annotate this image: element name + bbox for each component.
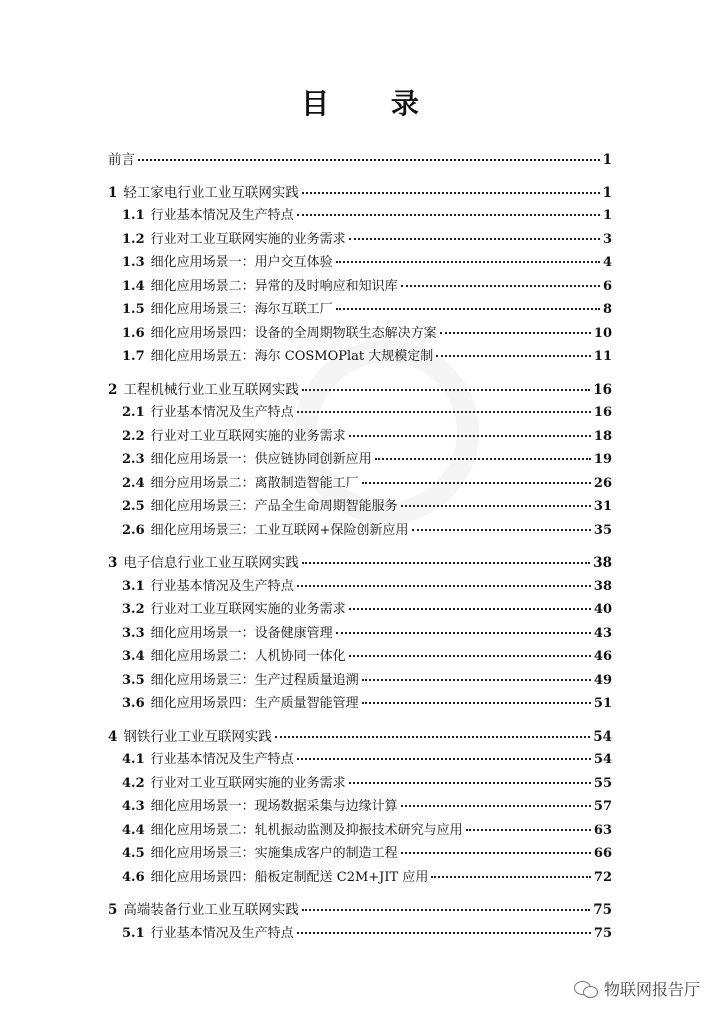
toc-entry[interactable] (108, 275, 612, 299)
toc-number: 2.4 (122, 475, 145, 491)
toc-leader-dots (336, 261, 600, 263)
toc-leader-dots (349, 608, 591, 610)
page-title: 目 录 (301, 87, 445, 120)
toc-leader-dots (349, 435, 591, 437)
toc-page-number: 4 (602, 255, 612, 270)
toc-title: 细化应用场景四：船板定制配送 C2M+JIT 应用 (150, 869, 429, 885)
toc-title: 行业基本情况及生产特点 (150, 405, 294, 420)
toc-page-number: 57 (593, 799, 612, 814)
toc-title: 行业基本情况及生产特点 (150, 208, 294, 223)
toc-leader-dots (336, 632, 591, 634)
toc-leader-dots (297, 214, 600, 216)
toc-entry[interactable] (108, 298, 612, 322)
toc-page-number: 54 (593, 752, 612, 767)
toc-leader-dots (375, 458, 591, 460)
toc-title: 行业基本情况及生产特点 (150, 578, 294, 594)
toc-leader-dots (401, 852, 591, 854)
toc-number: 3 (108, 555, 118, 571)
toc-page-number: 18 (593, 428, 612, 444)
toc-leader-dots (349, 782, 591, 784)
toc-number: 1.3 (122, 255, 145, 270)
toc-leader-dots (302, 192, 600, 194)
toc-page-number: 26 (593, 475, 612, 491)
toc-leader-dots (401, 805, 591, 807)
wechat-icon (574, 979, 598, 999)
toc-page-number: 8 (602, 302, 612, 317)
toc-number: 4.3 (122, 799, 145, 814)
toc-title: 细化应用场景二：轧机振动监测及抑振技术研究与应用 (150, 822, 463, 838)
toc-entry[interactable] (108, 669, 612, 693)
toc-page-number: 75 (593, 925, 612, 941)
toc-leader-dots (362, 482, 591, 484)
toc-chapter[interactable] (108, 551, 612, 575)
toc-number: 2.2 (122, 428, 145, 444)
toc-page-number: 54 (593, 728, 612, 745)
toc-number: 4.1 (122, 752, 145, 767)
toc-entry[interactable] (108, 598, 612, 622)
toc-entry[interactable] (108, 322, 612, 346)
toc-page-number: 46 (593, 649, 612, 664)
footer-text: 物联网报告厅 (603, 980, 700, 999)
toc-title: 轻工家电行业工业互联网实践 (123, 184, 299, 201)
toc-number: 3.2 (122, 602, 145, 617)
toc-number: 1.7 (122, 349, 145, 364)
toc-entry[interactable] (108, 575, 612, 599)
toc-chapter[interactable] (108, 725, 612, 749)
toc-entry[interactable] (108, 622, 612, 646)
toc-leader-dots (431, 876, 591, 878)
toc-number: 2 (108, 381, 118, 398)
toc-chapter[interactable] (108, 148, 612, 172)
toc-page-number: 6 (602, 278, 612, 294)
toc-title: 前言 (108, 152, 135, 168)
toc-leader-dots (362, 679, 591, 681)
toc-number: 3.5 (122, 672, 145, 688)
toc-page-number: 55 (593, 775, 612, 791)
toc-entry[interactable] (108, 401, 612, 425)
toc-page-number: 75 (593, 902, 612, 918)
toc-entry[interactable] (108, 519, 612, 543)
toc-entry[interactable] (108, 448, 612, 472)
toc-leader-dots (302, 389, 590, 391)
toc-title: 电子信息行业工业互联网实践 (123, 555, 299, 571)
toc-page-number: 1 (602, 208, 612, 223)
toc-page-number: 19 (593, 452, 612, 467)
toc-page-number: 35 (593, 522, 612, 538)
toc-entry[interactable] (108, 819, 612, 843)
toc-entry[interactable] (108, 472, 612, 496)
toc-leader-dots (275, 736, 590, 738)
toc-page-number: 51 (593, 696, 612, 711)
toc-entry[interactable] (108, 345, 612, 369)
toc-page-number: 72 (593, 869, 612, 885)
toc-title: 行业对工业互联网实施的业务需求 (150, 775, 346, 791)
toc-leader-dots (302, 909, 590, 911)
toc-title: 细化应用场景三：海尔互联工厂 (150, 302, 333, 317)
table-of-contents (108, 148, 612, 945)
toc-entry[interactable] (108, 645, 612, 669)
toc-number: 3.6 (122, 696, 145, 711)
toc-entry[interactable] (108, 495, 612, 519)
toc-page-number: 3 (602, 231, 612, 247)
toc-number: 5 (108, 902, 118, 918)
toc-page-number: 16 (593, 405, 612, 420)
toc-leader-dots (401, 505, 591, 507)
toc-entry[interactable] (108, 842, 612, 866)
toc-title: 行业对工业互联网实施的业务需求 (150, 602, 346, 617)
toc-number: 5.1 (122, 925, 145, 941)
toc-number: 3.3 (122, 625, 145, 641)
toc-title: 细化应用场景三：工业互联网+保险创新应用 (150, 522, 409, 538)
toc-entry[interactable] (108, 866, 612, 890)
toc-entry[interactable] (108, 228, 612, 252)
toc-number: 1.4 (122, 278, 145, 294)
toc-title: 行业对工业互联网实施的业务需求 (150, 428, 346, 444)
toc-leader-dots (349, 655, 591, 657)
toc-entry[interactable] (108, 692, 612, 716)
toc-number: 1.6 (122, 325, 145, 341)
toc-number: 4 (108, 728, 118, 745)
toc-title: 细化应用场景一：现场数据采集与边缘计算 (150, 799, 398, 814)
toc-title: 细化应用场景一：用户交互体验 (150, 255, 333, 270)
toc-title: 细化应用场景三：产品全生命周期智能服务 (150, 499, 398, 514)
toc-page-number: 49 (593, 672, 612, 688)
toc-entry[interactable] (108, 795, 612, 819)
toc-number: 2.6 (122, 522, 145, 538)
toc-chapter[interactable] (108, 898, 612, 922)
toc-page-number: 63 (593, 822, 612, 838)
toc-page-number: 11 (593, 349, 612, 364)
toc-leader-dots (349, 238, 600, 240)
toc-page-number: 40 (593, 602, 612, 617)
toc-page-number: 31 (593, 499, 612, 514)
toc-number: 2.1 (122, 405, 145, 420)
toc-page-number: 66 (593, 846, 612, 861)
toc-number: 3.4 (122, 649, 145, 664)
toc-title: 工程机械行业工业互联网实践 (123, 381, 299, 398)
toc-number: 4.6 (122, 869, 145, 885)
toc-title: 钢铁行业工业互联网实践 (123, 728, 272, 745)
toc-page-number: 43 (593, 625, 612, 641)
toc-number: 4.4 (122, 822, 145, 838)
toc-number: 3.1 (122, 578, 145, 594)
toc-leader-dots (297, 758, 591, 760)
toc-number: 4.5 (122, 846, 145, 861)
toc-entry[interactable] (108, 772, 612, 796)
toc-leader-dots (412, 529, 591, 531)
toc-number: 2.5 (122, 499, 145, 514)
toc-leader-dots (466, 829, 591, 831)
toc-entry[interactable] (108, 425, 612, 449)
toc-number: 2.3 (122, 452, 145, 467)
toc-title: 行业基本情况及生产特点 (150, 752, 294, 767)
toc-title: 细化应用场景三：实施集成客户的制造工程 (150, 846, 398, 861)
toc-title: 行业对工业互联网实施的业务需求 (150, 231, 346, 247)
toc-title: 行业基本情况及生产特点 (150, 925, 294, 941)
toc-leader-dots (297, 585, 591, 587)
toc-entry[interactable] (108, 922, 612, 946)
toc-leader-dots (297, 411, 591, 413)
toc-number: 1.2 (122, 231, 145, 247)
toc-title: 细化应用场景一：供应链协同创新应用 (150, 452, 372, 467)
toc-title: 细化应用场景二：人机协同一体化 (150, 649, 346, 664)
toc-leader-dots (401, 285, 600, 287)
toc-page-number: 1 (602, 184, 612, 201)
toc-number: 1.5 (122, 302, 145, 317)
toc-number: 1 (108, 184, 118, 201)
toc-title: 细分应用场景二：离散制造智能工厂 (150, 475, 359, 491)
toc-page-number: 1 (602, 152, 612, 168)
toc-title: 细化应用场景三：生产过程质量追溯 (150, 672, 359, 688)
toc-page-number: 38 (593, 578, 612, 594)
toc-title: 细化应用场景四：设备的全周期物联生态解决方案 (150, 325, 437, 341)
toc-leader-dots (336, 308, 600, 310)
toc-entry[interactable] (108, 204, 612, 228)
toc-number: 1.1 (122, 208, 145, 223)
toc-leader-dots (138, 159, 600, 161)
toc-title: 细化应用场景二：异常的及时响应和知识库 (150, 278, 398, 294)
footer-badge (574, 977, 700, 1000)
toc-leader-dots (362, 702, 591, 704)
toc-entry[interactable] (108, 251, 612, 275)
toc-leader-dots (302, 562, 590, 564)
toc-leader-dots (440, 332, 591, 334)
toc-title: 细化应用场景五：海尔 COSMOPlat 大规模定制 (150, 349, 434, 364)
toc-chapter[interactable] (108, 181, 612, 205)
toc-page-number: 16 (593, 381, 612, 398)
toc-title: 细化应用场景四：生产质量智能管理 (150, 696, 359, 711)
toc-title: 细化应用场景一：设备健康管理 (150, 625, 333, 641)
toc-title: 高端装备行业工业互联网实践 (123, 902, 299, 918)
toc-leader-dots (297, 932, 591, 934)
toc-entry[interactable] (108, 748, 612, 772)
toc-page-number: 10 (593, 325, 612, 341)
toc-chapter[interactable] (108, 378, 612, 402)
toc-page-number: 38 (593, 555, 612, 571)
toc-leader-dots (436, 355, 591, 357)
toc-number: 4.2 (122, 775, 145, 791)
